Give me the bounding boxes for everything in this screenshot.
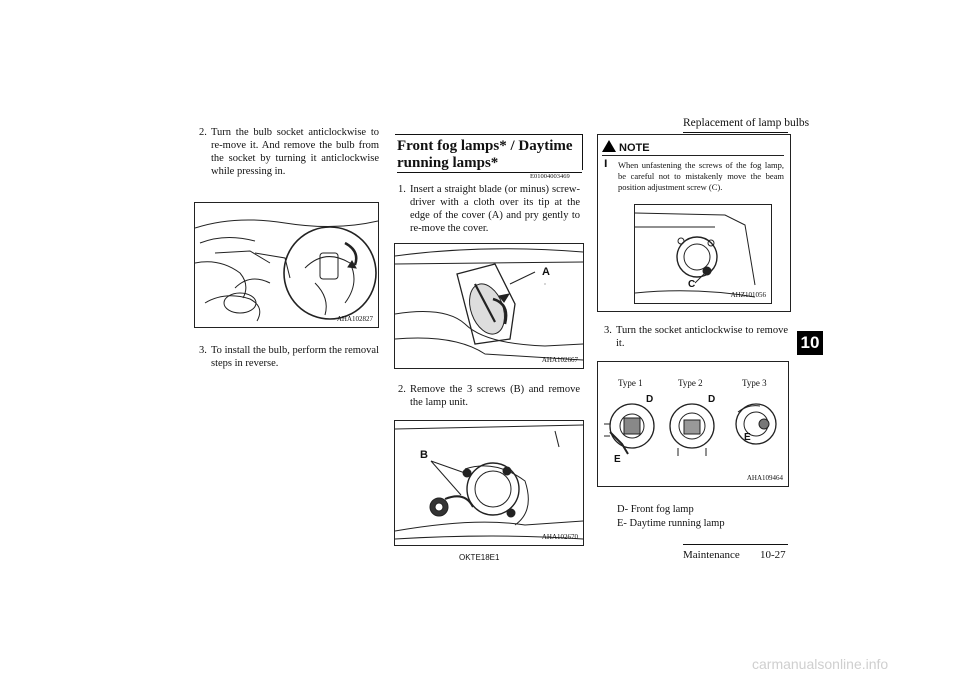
step-number: 1. [398, 184, 406, 195]
note-rule [602, 155, 784, 156]
figure-code: AHA102827 [336, 315, 373, 323]
step-number: 3. [604, 325, 612, 336]
running-header: Replacement of lamp bulbs [683, 117, 810, 129]
heading-top-rule [395, 134, 582, 135]
callout-e-type1: E [614, 454, 621, 465]
step-3-left [199, 344, 379, 370]
figure-code: AHZ101056 [730, 291, 766, 299]
figure-code: AHA102667 [541, 356, 578, 364]
footer-section: Maintenance [683, 549, 740, 561]
callout-b: B [420, 449, 428, 461]
note-badge [602, 139, 650, 154]
figure-lamp-types [597, 361, 789, 487]
step-1-middle [398, 183, 580, 235]
step-number: 2. [199, 127, 207, 138]
step-number: 3. [199, 345, 207, 356]
figure-code: AHA102670 [541, 533, 578, 541]
step-text: To install the bulb, perform the removal steps in reverse. [211, 345, 379, 369]
legend-item-e: E- Daytime running lamp [617, 518, 725, 529]
callout-e-type3: E [744, 432, 751, 443]
footer-rule [683, 544, 788, 545]
document-code: OKTE18E1 [459, 553, 500, 562]
figure-bulb-socket [194, 202, 379, 328]
step-text: Insert a straight blade (or minus) screw-driver with a cloth over its tip at the edge of the cover (A) and pry gently to re-move the cover. [410, 184, 580, 234]
figure-cover-removal [394, 243, 584, 369]
caution-icon [602, 140, 616, 152]
figure-code: AHA109464 [746, 474, 783, 482]
chapter-tab: 10 [797, 331, 823, 355]
step-3-right [604, 324, 788, 350]
step-text: Turn the bulb socket anticlockwise to re-move it. And remove the bulb from the socket by turning it anticlockwise while pressing in. [211, 127, 379, 177]
step-text: Turn the socket anticlockwise to remove it. [616, 325, 788, 349]
step-2-middle [398, 383, 580, 409]
callout-a: A [542, 266, 550, 278]
page-number: 10-27 [760, 549, 786, 561]
callout-c: C [688, 279, 696, 290]
bullet-icon: l [604, 159, 608, 170]
callout-d-type2: D [708, 394, 716, 405]
section-heading: Front fog lamps* / Daytime running lamps* [397, 138, 573, 171]
watermark: carmanualsonline.info [752, 656, 889, 672]
step-2-left [199, 126, 379, 178]
type-2-label: Type 2 [678, 378, 703, 388]
figure-screw-removal [394, 420, 584, 546]
heading-side-rule [582, 134, 583, 170]
note-text: When unfastening the screws of the fog lamp, be careful not to mistakenly move the beam position adjustment screw (C). [618, 160, 784, 192]
type-3-label: Type 3 [742, 378, 767, 388]
step-text: Remove the 3 screws (B) and remove the lamp unit. [410, 384, 580, 408]
legend-item-d: D- Front fog lamp [617, 504, 694, 515]
note-label: NOTE [619, 142, 650, 154]
step-number: 2. [398, 384, 406, 395]
figure-adjust-screw [634, 204, 772, 304]
type-1-label: Type 1 [618, 378, 643, 388]
legend [617, 503, 725, 531]
callout-d-type1: D [646, 394, 654, 405]
reference-code: E01004003469 [530, 173, 570, 180]
header-rule [683, 132, 788, 133]
